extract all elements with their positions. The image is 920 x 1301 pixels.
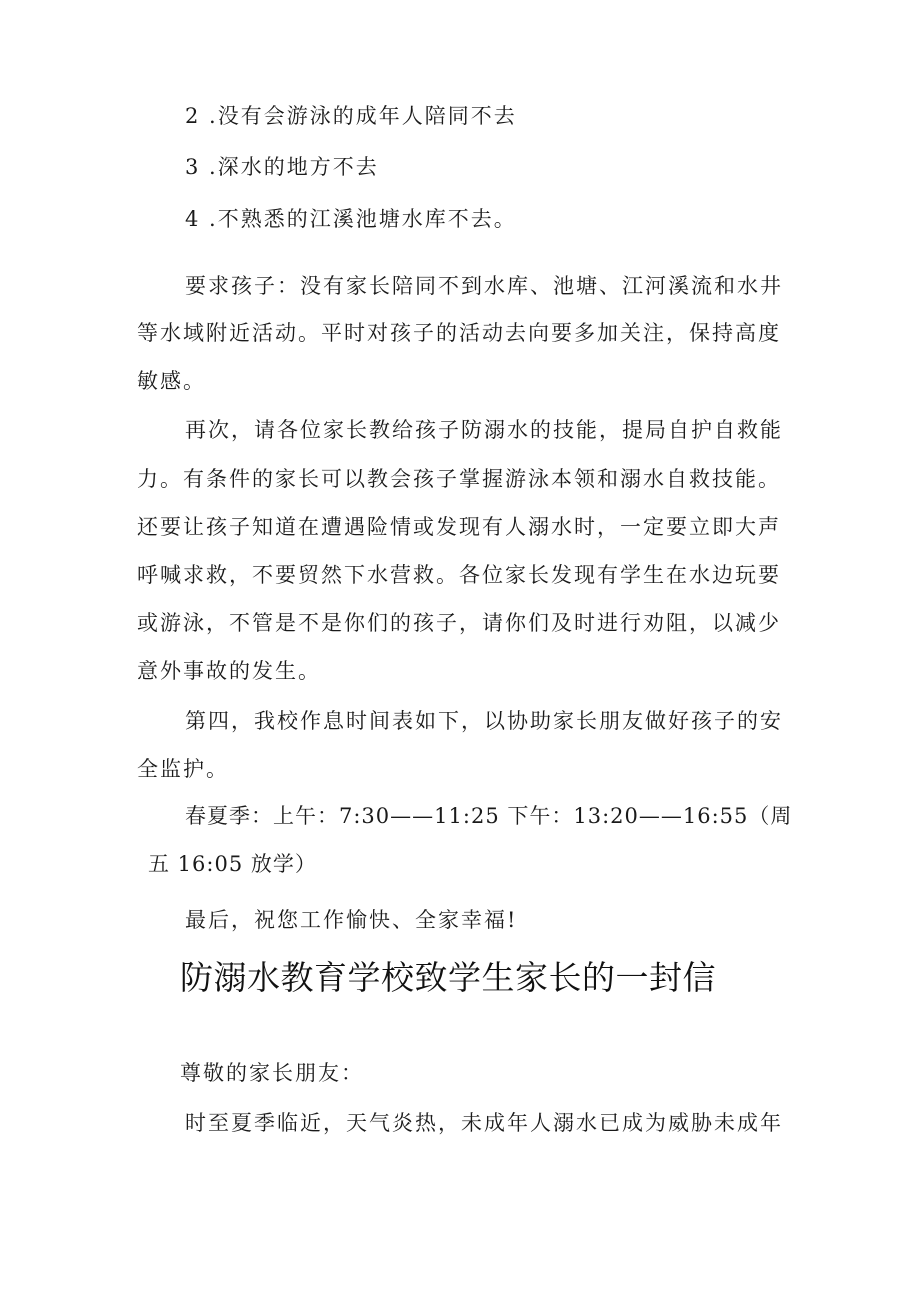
schedule-line-2: 五 16:05 放学）	[148, 852, 317, 876]
again-paragraph-line-2: 力。有条件的家长可以教会孩子掌握游泳本领和溺水自救技能。	[137, 467, 781, 491]
requirement-paragraph-line-1: 要求孩子：没有家长陪同不到水库、池塘、江河溪流和水井	[185, 274, 783, 298]
again-paragraph-line-5: 或游泳，不管是不是你们的孩子，请你们及时进行劝阻，以减少	[137, 611, 781, 635]
letter-first-line: 时至夏季临近，天气炎热，未成年人溺水已成为威胁未成年	[185, 1111, 783, 1135]
closing-line: 最后，祝您工作愉快、全家幸福!	[185, 908, 518, 932]
requirement-paragraph-line-2: 等水域附近活动。平时对孩子的活动去向要多加关注，保持高度	[137, 321, 781, 345]
letter-title: 防溺水教育学校致学生家长的一封信	[180, 958, 716, 997]
list-item-2: 2 .没有会游泳的成年人陪同不去	[185, 104, 517, 128]
fourth-paragraph-line-2: 全监护。	[137, 757, 229, 781]
again-paragraph-line-6: 意外事故的发生。	[137, 659, 321, 683]
again-paragraph-line-4: 呼喊求救，不要贸然下水营救。各位家长发现有学生在水边玩要	[137, 563, 781, 587]
salutation: 尊敬的家长朋友：	[180, 1061, 364, 1085]
again-paragraph-line-3: 还要让孩子知道在遭遇险情或发现有人溺水时，一定要立即大声	[137, 515, 781, 539]
list-item-4: 4 .不熟悉的江溪池塘水库不去。	[185, 207, 517, 231]
again-paragraph-line-1: 再次，请各位家长教给孩子防溺水的技能，提局自护自救能	[185, 418, 783, 442]
schedule-line-1: 春夏季：上午：7:30——11:25 下午：13:20——16:55（周	[185, 804, 793, 828]
fourth-paragraph-line-1: 第四，我校作息时间表如下，以协助家长朋友做好孩子的安	[185, 709, 783, 733]
requirement-paragraph-line-3: 敏感。	[137, 369, 206, 393]
list-item-3: 3 .深水的地方不去	[185, 155, 379, 179]
